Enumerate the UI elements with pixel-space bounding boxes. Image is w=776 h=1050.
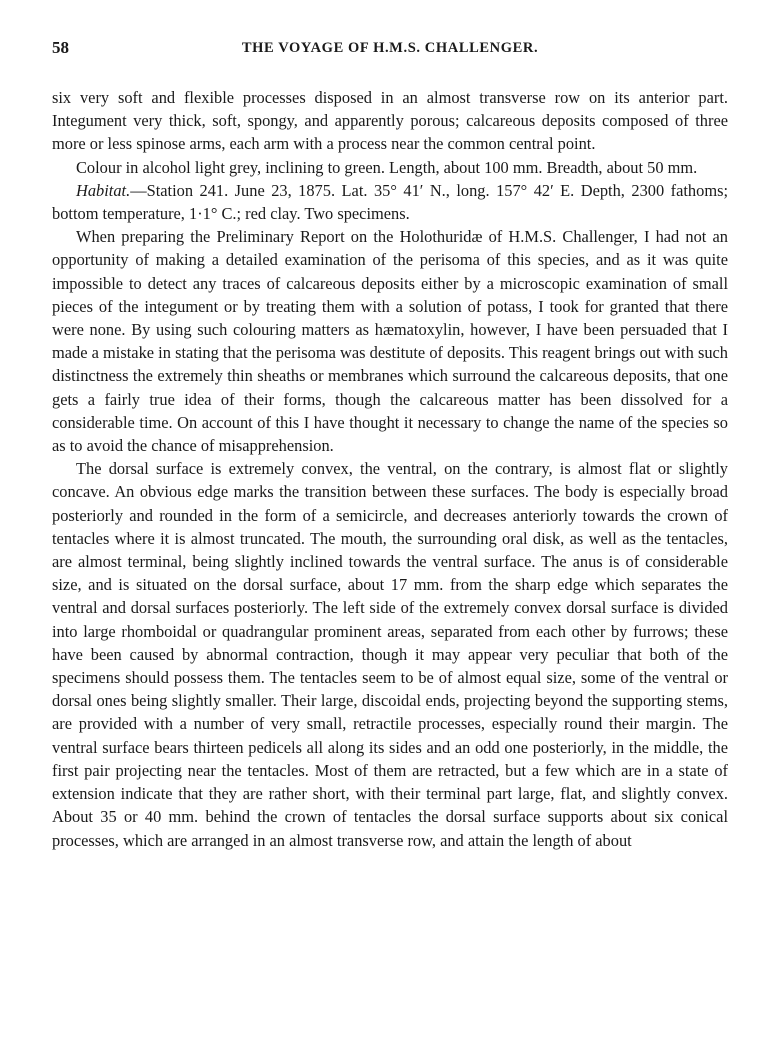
habitat-label: Habitat. bbox=[76, 180, 131, 200]
paragraph-preliminary-report: When preparing the Preliminary Report on the Holothuridæ of H.M.S. Challenger, I had not an opportunity of making a detailed examination of the perisoma of this species, and as it was quite impossible to detect any traces of calcareous deposits either by a microscopic examination of small pieces of the integument or by treating them with a solution of potass, I took for granted that there were none. By using such colouring matters as hæmatoxylin, however, I have been persuaded that I made a mistake in stating that the perisoma was destitute of deposits. This reagent brings out with such distinctness the extremely thin sheaths or membranes which surround the calcareous deposits, that one gets a fairly true idea of their forms, though the calcareous matter has been dissolved for a considerable time. On account of this I have thought it necessary to change the name of the species so as to avoid the chance of misapprehension. bbox=[52, 227, 728, 456]
body-text bbox=[52, 86, 728, 852]
page-number: 58 bbox=[52, 38, 69, 57]
paragraph-habitat bbox=[52, 179, 728, 225]
paragraph-dorsal-surface: The dorsal surface is extremely convex, the ventral, on the contrary, is almost flat or slightly concave. An obvious edge marks the transition between these surfaces. The body is especially broad posteriorly and rounded in the form of a semicircle, and decreases anteriorly towards the crown of tentacles where it is almost truncated. The mouth, the surrounding oral disk, as well as the tentacles, are almost terminal, being slightly inclined towards the ventral surface. The anus is of considerable size, and is situated on the dorsal surface, about 17 mm. from the sharp edge which separates the ventral and dorsal surfaces posteriorly. The left side of the extremely convex dorsal surface is divided into large rhomboidal or quadrangular prominent areas, separated from each other by furrows; these have been caused by abnormal contraction, though it may appear very peculiar that both of the specimens should possess them. The tentacles seem to be of almost equal size, some of the ventral or dorsal ones being slightly smaller. Their large, discoidal ends, projecting beyond the supporting stems, are provided with a number of very small, retractile processes, especially round their margin. The ventral surface bears thirteen pedicels all along its sides and an odd one posteriorly, in the middle, the first pair projecting near the tentacles. Most of them are retracted, but a few which are in a state of extension indicate that they are rather short, with their terminal part large, flat, and slightly convex. About 35 or 40 mm. behind the crown of tentacles the dorsal surface supports about six conical processes, which are arranged in an almost transverse row, and attain the length of about bbox=[52, 459, 728, 850]
running-head: THE VOYAGE OF H.M.S. CHALLENGER. bbox=[241, 40, 539, 56]
paragraph-continuation: six very soft and flexible processes disposed in an almost transverse row on its anterior part. Integument very thick, soft, spongy, and apparently porous; calcareous deposits composed of three more or less spinose arms, each arm with a process near the common central point. bbox=[52, 88, 728, 154]
page-header bbox=[52, 38, 728, 62]
habitat-text: —Station 241. June 23, 1875. Lat. 35° 41′ N., long. 157° 42′ E. Depth, 2300 fathoms; bottom temperature, 1·1° C.; red clay. Two specimens. bbox=[52, 180, 728, 224]
paragraph-colour: Colour in alcohol light grey, inclining to green. Length, about 100 mm. Breadth, about 50 mm. bbox=[76, 157, 698, 177]
